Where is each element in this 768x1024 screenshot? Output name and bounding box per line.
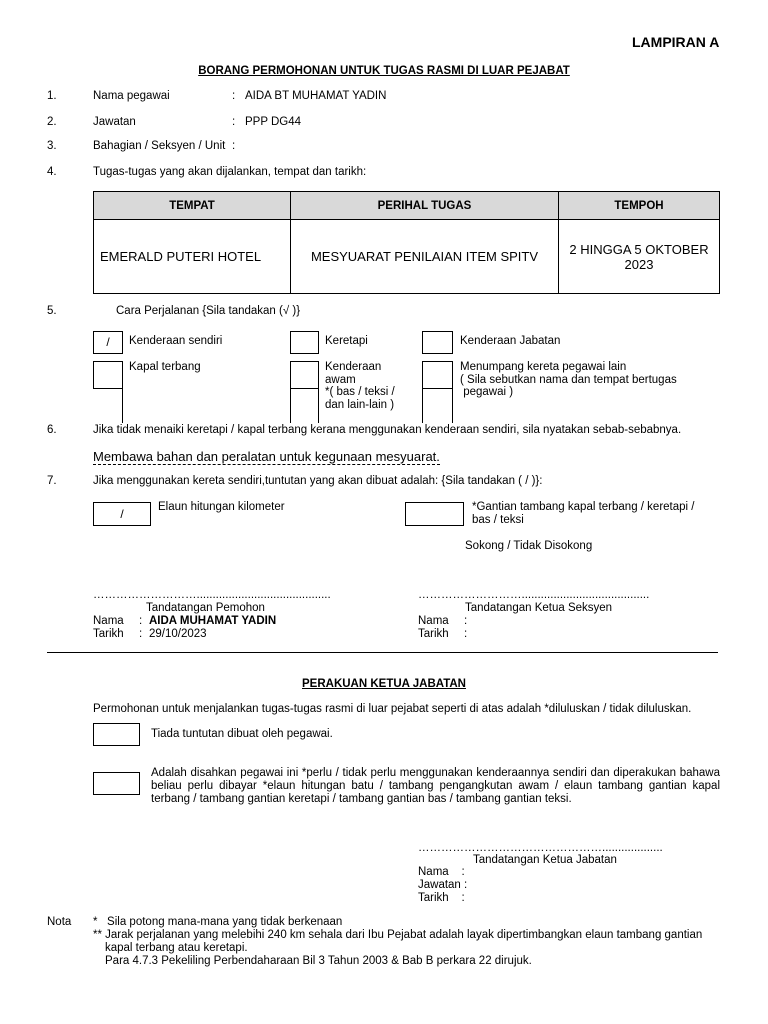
option-label: Kapal terbang	[129, 361, 201, 373]
q7-number: 7.	[47, 475, 57, 487]
checkbox-menumpang[interactable]	[422, 361, 453, 389]
nama-sep: :	[464, 615, 468, 627]
checkbox-kenderaan-sendiri[interactable]: /	[93, 331, 123, 354]
q7-text: Jika menggunakan kereta sendiri,tuntutan yang akan dibuat adalah: {Sila tandakan ( / )}:	[93, 475, 543, 487]
option-label-line: dan lain-lain )	[325, 398, 395, 411]
signature-line-pemohon: ………………………..........................................	[93, 589, 331, 601]
field-value: PPP DG44	[245, 116, 302, 128]
signature-caption: Tandatangan Ketua Jabatan	[473, 854, 617, 866]
nama-label: Nama	[93, 615, 124, 627]
signature-line-ketua-jabatan: …………………………………………...................	[418, 842, 663, 854]
q4-number: 4.	[47, 166, 57, 178]
option-label-awam	[325, 361, 395, 411]
option-label-line: *( bas / teksi /	[325, 386, 395, 398]
lampiran-label: LAMPIRAN A	[632, 34, 720, 50]
option-label-line: awam	[325, 373, 356, 386]
divider	[290, 389, 291, 423]
option-label-line: *Gantian tambang kapal terbang / keretapi /	[472, 501, 695, 513]
header-tempat: TEMPAT	[94, 192, 291, 220]
checkbox-kapal-terbang[interactable]	[93, 361, 123, 389]
checkbox-keretapi[interactable]	[290, 331, 319, 354]
tarikh-label: Tarikh	[93, 628, 124, 640]
tarikh-label: Tarikh	[418, 628, 449, 640]
q4-text: Tugas-tugas yang akan dijalankan, tempat dan tarikh:	[93, 166, 367, 178]
section-divider	[47, 652, 718, 653]
option-label-line: bas / teksi	[472, 514, 524, 526]
option-label-line: ( Sila sebutkan nama dan tempat bertugas	[460, 373, 677, 386]
field-sep: :	[232, 116, 236, 128]
q5-text: Cara Perjalanan {Sila tandakan (√ )}	[116, 305, 301, 317]
divider	[422, 389, 423, 423]
divider	[452, 389, 453, 423]
tarikh-value: 29/10/2023	[149, 628, 207, 640]
table-row	[94, 220, 720, 294]
option-label: Tiada tuntutan dibuat oleh pegawai.	[151, 728, 333, 740]
perakuan-opt2-text: Adalah disahkan pegawai ini *perlu / tidak perlu menggunakan kenderaannya sendiri dan diperakukan bahawa beliau perlu dibayar *elaun hitungan batu / tambang pengangkutan awam / elaun tambang gantian kapal terbang / tambang gantian keretapi / tambang gantian bas / tambang gantian teksi.	[151, 767, 720, 805]
field-label: Jawatan	[93, 116, 136, 128]
nota-line: kapal terbang atau keretapi.	[105, 942, 248, 954]
field-sep: :	[232, 90, 236, 102]
cell-tempoh: 2 HINGGA 5 OKTOBER 2023	[559, 220, 720, 294]
field-number: 2.	[47, 116, 57, 128]
checkbox-elaun-kilometer[interactable]: /	[93, 502, 151, 526]
field-label: Bahagian / Seksyen / Unit	[93, 140, 226, 152]
nama-row: Nama :	[418, 866, 465, 878]
divider	[318, 389, 319, 423]
option-label: Keretapi	[325, 335, 368, 347]
nota-line: Para 4.7.3 Pekeliling Perbendaharaan Bil 3 Tahun 2003 & Bab B perkara 22 dirujuk.	[105, 955, 532, 967]
cell-tempat: EMERALD PUTERI HOTEL	[94, 220, 291, 294]
field-label: Nama pegawai	[93, 90, 170, 102]
checkbox-kenderaan-jabatan[interactable]	[422, 331, 453, 354]
nama-sep: :	[139, 615, 143, 627]
tarikh-sep: :	[464, 628, 468, 640]
divider	[122, 389, 123, 423]
nota-line: * Sila potong mana-mana yang tidak berkenaan	[93, 916, 343, 928]
option-label-line: Menumpang kereta pegawai lain	[460, 361, 627, 373]
q6-number: 6.	[47, 424, 57, 436]
signature-line-ketua-seksyen: ………………………........................................	[418, 589, 650, 601]
q5-number: 5.	[47, 305, 57, 317]
q6-answer: Membawa bahan dan peralatan untuk kegunaan mesyuarat.	[93, 449, 440, 464]
tugas-table	[93, 191, 720, 294]
field-number: 3.	[47, 140, 57, 152]
checkbox-disahkan[interactable]	[93, 772, 140, 795]
cell-perihal: MESYUARAT PENILAIAN ITEM SPITV	[291, 220, 559, 294]
option-label-line: Kenderaan	[325, 361, 382, 373]
nota-line: ** Jarak perjalanan yang melebihi 240 km sehala dari Ibu Pejabat adalah layak dipertimbangkan elaun tambang gantian	[93, 929, 703, 941]
field-number: 1.	[47, 90, 57, 102]
signature-caption: Tandatangan Pemohon	[146, 602, 265, 614]
option-label-menumpang	[460, 361, 677, 399]
field-sep: :	[232, 140, 236, 152]
tarikh-sep: :	[139, 628, 143, 640]
nama-value: AIDA MUHAMAT YADIN	[149, 615, 277, 627]
nota-label: Nota	[47, 916, 72, 928]
tarikh-row: Tarikh :	[418, 892, 465, 904]
nama-label: Nama	[418, 615, 449, 627]
perakuan-intro: Permohonan untuk menjalankan tugas-tugas rasmi di luar pejabat seperti di atas adalah *diluluskan / tidak diluluskan.	[93, 703, 692, 715]
header-tempoh: TEMPOH	[559, 192, 720, 220]
option-label: Kenderaan sendiri	[129, 335, 223, 347]
jawatan-row: Jawatan :	[418, 879, 468, 891]
form-title: BORANG PERMOHONAN UNTUK TUGAS RASMI DI LUAR PEJABAT	[198, 65, 570, 77]
checkbox-tiada-tuntutan[interactable]	[93, 723, 140, 746]
option-label: Elaun hitungan kilometer	[158, 501, 285, 513]
checkbox-kenderaan-awam[interactable]	[290, 361, 319, 389]
signature-caption: Tandatangan Ketua Seksyen	[465, 602, 613, 614]
option-label-line: pegawai )	[460, 386, 514, 398]
q6-text: Jika tidak menaiki keretapi / kapal terbang kerana menggunakan kenderaan sendiri, sila nyatakan sebab-sebabnya.	[93, 424, 682, 436]
option-label-gantian	[472, 501, 694, 527]
perakuan-title: PERAKUAN KETUA JABATAN	[302, 678, 466, 690]
sokong-text: Sokong / Tidak Disokong	[465, 540, 593, 552]
field-value: AIDA BT MUHAMAT YADIN	[245, 90, 387, 102]
header-perihal: PERIHAL TUGAS	[291, 192, 559, 220]
option-label: Kenderaan Jabatan	[460, 335, 561, 347]
checkbox-gantian-tambang[interactable]	[405, 502, 464, 526]
